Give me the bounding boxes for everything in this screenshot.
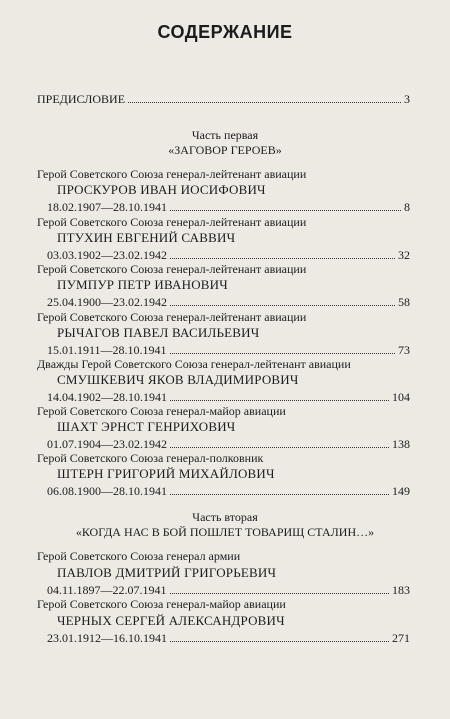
toc-entry[interactable] <box>47 484 410 498</box>
leader-dots <box>128 102 401 103</box>
leader-dots <box>170 494 389 495</box>
entry-name: ПУМПУР ПЕТР ИВАНОВИЧ <box>57 277 228 292</box>
entry-page: 3 <box>404 92 410 106</box>
entry-rank: Герой Советского Союза генерал-лейтенант авиации <box>37 262 307 276</box>
leader-dots <box>170 258 395 259</box>
entry-dates: 25.04.1900—23.02.1942 <box>47 295 167 309</box>
entry-page: 32 <box>398 248 410 262</box>
part-label: Часть первая <box>191 128 259 142</box>
entry-name: СМУШКЕВИЧ ЯКОВ ВЛАДИМИРОВИЧ <box>57 372 299 387</box>
entry-page: 271 <box>392 631 410 645</box>
entry-rank: Герой Советского Союза генерал-лейтенант авиации <box>37 310 307 324</box>
entry-page: 183 <box>392 583 410 597</box>
toc-entry[interactable] <box>47 248 410 262</box>
entry-rank: Герой Советского Союза генерал-полковник <box>37 451 264 465</box>
entry-dates: 04.11.1897—22.07.1941 <box>47 583 167 597</box>
entry-name: РЫЧАГОВ ПАВЕЛ ВАСИЛЬЕВИЧ <box>57 325 260 340</box>
leader-dots <box>170 447 389 448</box>
entry-rank: Дважды Герой Советского Союза генерал-лейтенант авиации <box>37 357 351 371</box>
entry-name: ПРОСКУРОВ ИВАН ИОСИФОВИЧ <box>57 182 266 197</box>
entry-name: ПАВЛОВ ДМИТРИЙ ГРИГОРЬЕВИЧ <box>57 565 277 580</box>
leader-dots <box>170 400 389 401</box>
part-label: Часть вторая <box>192 510 258 524</box>
toc-entry-preface[interactable] <box>37 92 410 106</box>
part-title: «ЗАГОВОР ГЕРОЕВ» <box>168 143 282 157</box>
entry-page: 138 <box>392 437 410 451</box>
entry-page: 58 <box>398 295 410 309</box>
entry-dates: 18.02.1907—28.10.1941 <box>47 200 167 214</box>
entry-name: ШТЕРН ГРИГОРИЙ МИХАЙЛОВИЧ <box>57 466 275 481</box>
entry-name: ЧЕРНЫХ СЕРГЕЙ АЛЕКСАНДРОВИЧ <box>57 613 285 628</box>
entry-page: 149 <box>392 484 410 498</box>
entry-rank: Герой Советского Союза генерал-лейтенант авиации <box>37 167 307 181</box>
entry-rank: Герой Советского Союза генерал-лейтенант авиации <box>37 215 307 229</box>
entry-name: ШАХТ ЭРНСТ ГЕНРИХОВИЧ <box>57 419 236 434</box>
entry-dates: 06.08.1900—28.10.1941 <box>47 484 167 498</box>
entry-dates: 01.07.1904—23.02.1942 <box>47 437 167 451</box>
entry-name: ПТУХИН ЕВГЕНИЙ САВВИЧ <box>57 230 236 245</box>
part-title: «КОГДА НАС В БОЙ ПОШЛЕТ ТОВАРИЩ СТАЛИН…» <box>75 525 375 539</box>
entry-dates: 03.03.1902—23.02.1942 <box>47 248 167 262</box>
toc-entry[interactable] <box>47 343 410 357</box>
toc-entry[interactable] <box>47 200 410 214</box>
toc-entry[interactable] <box>47 631 410 645</box>
entry-label: ПРЕДИСЛОВИЕ <box>37 92 126 106</box>
page-title: СОДЕРЖАНИЕ <box>157 22 293 42</box>
leader-dots <box>170 593 389 594</box>
entry-rank: Герой Советского Союза генерал-майор авиации <box>37 597 286 611</box>
leader-dots <box>170 353 395 354</box>
entry-dates: 14.04.1902—28.10.1941 <box>47 390 167 404</box>
entry-rank: Герой Советского Союза генерал армии <box>37 549 241 563</box>
entry-dates: 15.01.1911—28.10.1941 <box>47 343 167 357</box>
leader-dots <box>170 641 389 642</box>
entry-dates: 23.01.1912—16.10.1941 <box>47 631 167 645</box>
toc-entry[interactable] <box>47 295 410 309</box>
entry-rank: Герой Советского Союза генерал-майор авиации <box>37 404 286 418</box>
toc-entry[interactable] <box>47 390 410 404</box>
entry-page: 8 <box>404 200 410 214</box>
toc-entry[interactable] <box>47 583 410 597</box>
leader-dots <box>170 305 395 306</box>
toc-entry[interactable] <box>47 437 410 451</box>
entry-page: 73 <box>398 343 410 357</box>
leader-dots <box>170 210 401 211</box>
entry-page: 104 <box>392 390 410 404</box>
